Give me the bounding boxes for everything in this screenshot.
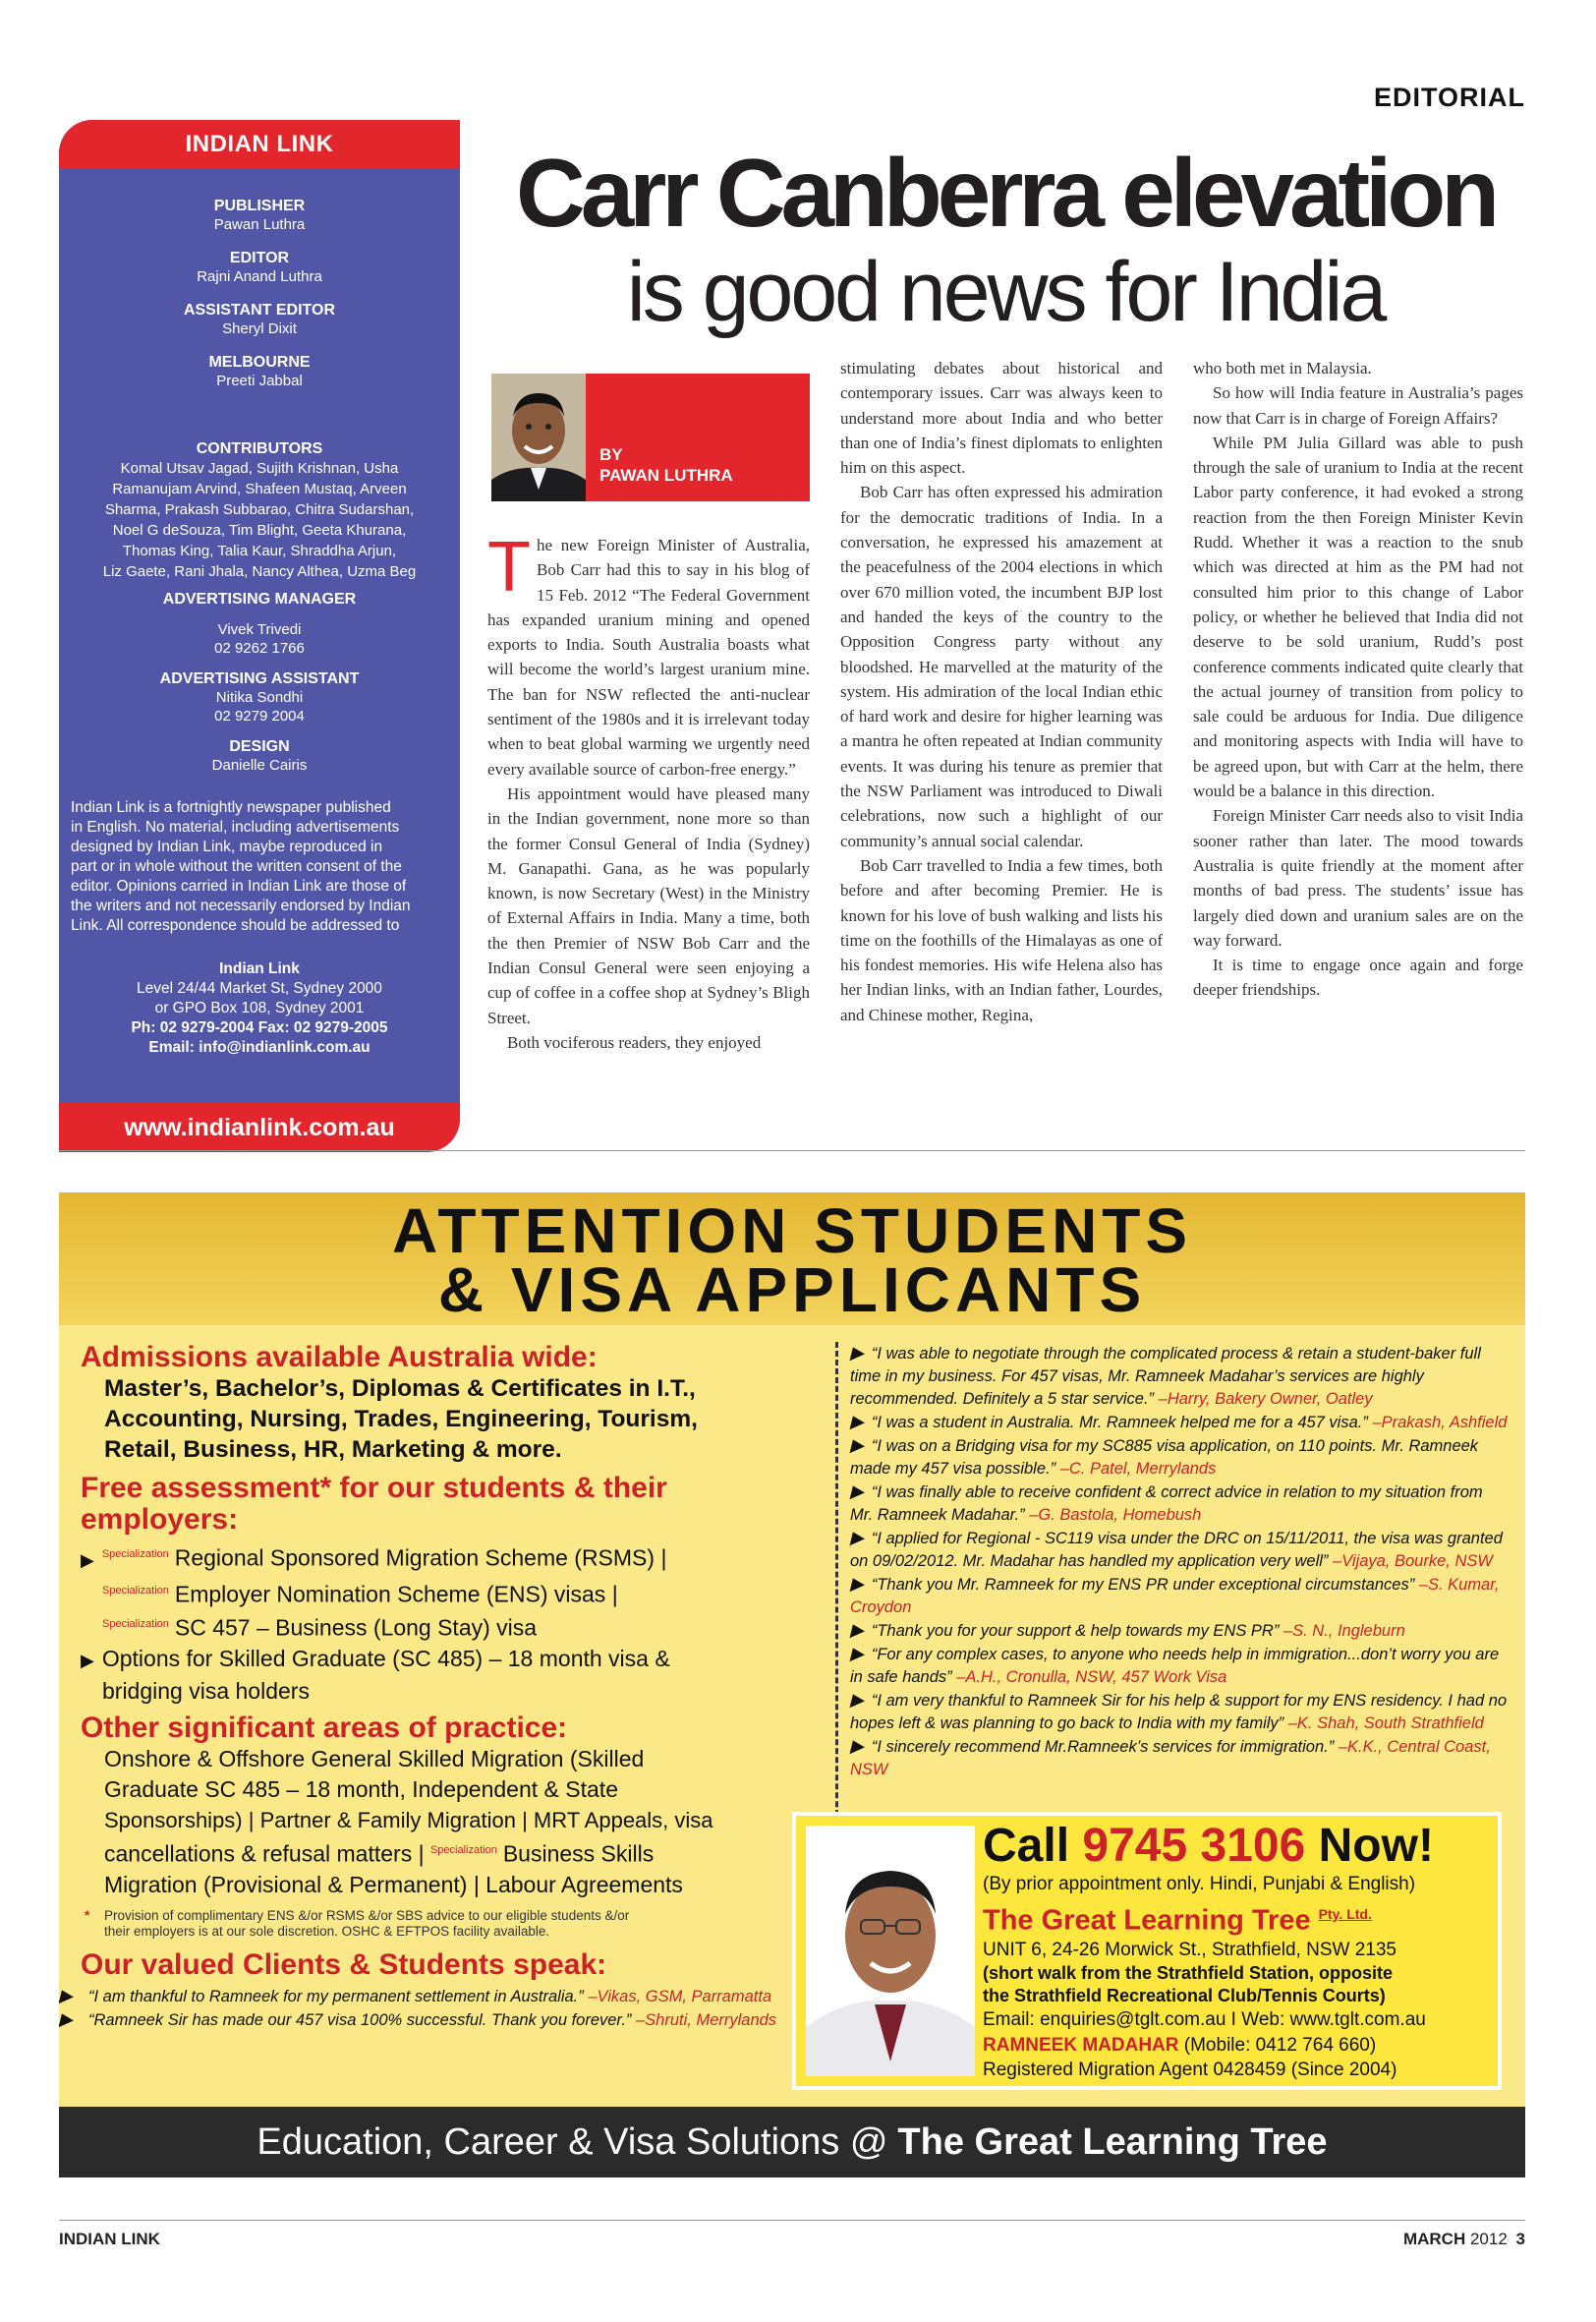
admissions-line: Master’s, Bachelor’s, Diplomas & Certificates in I.T., bbox=[104, 1375, 696, 1402]
testimonial-text: “I was on a Bridging visa for my SC885 visa application, on 110 points. Mr. Ramneek made my 457 visa possible.” bbox=[850, 1437, 1479, 1478]
article-paragraph: It is time to engage once again and forge deeper friendships. bbox=[1193, 956, 1523, 1000]
other-practice-heading: Other significant areas of practice: bbox=[81, 1711, 568, 1744]
note-line: in English. No material, including advertisements bbox=[71, 819, 400, 836]
testimonial-author: –Vijaya, Bourke, NSW bbox=[1333, 1552, 1493, 1570]
quote-author: –Vikas, GSM, Parramatta bbox=[588, 1987, 772, 2005]
testimonial-author: –S. Kumar, Croydon bbox=[850, 1576, 1500, 1616]
migration-advertisement bbox=[59, 1192, 1525, 2177]
consultant-photo bbox=[806, 1826, 975, 2076]
staff-name: Preeti Jabbal bbox=[216, 373, 303, 389]
article-paragraph: So how will India feature in Australia’s pages now that Carr is in charge of Foreign Affairs? bbox=[1193, 383, 1523, 428]
triangle-bullet-icon: ▶ bbox=[81, 1650, 94, 1670]
testimonial bbox=[850, 1619, 1509, 1643]
heading-line: employers: bbox=[81, 1503, 239, 1536]
client-quote: ▶ “Ramneek Sir has made our 457 visa 100% successful. Thank you forever.” –Shruti, Merrylands bbox=[59, 2008, 777, 2029]
testimonial-text: “I was finally able to receive confident & correct advice in relation to my situation from Mr. Ramneek Madahar.” bbox=[850, 1483, 1483, 1524]
testimonial-author: –K.K., Central Coast, NSW bbox=[850, 1738, 1491, 1778]
author-photo bbox=[491, 374, 586, 501]
testimonial-text: “I applied for Regional - SC119 visa under the DRC on 15/11/2011, the visa was granted on 09/02/2012. Mr. Madahar has handled my application very well” bbox=[850, 1530, 1503, 1570]
agent-line bbox=[983, 2033, 1499, 2059]
article-paragraph: Bob Carr travelled to India a few times, both before and after becoming Premier. He is known for his love of bush walking and lists his time on the foothills of the Himalayas as one of his fondest memories. His wife Helena also has her Indian links, with an Indian father, Lourdes, and Chinese mother, Regina, bbox=[840, 855, 1163, 1024]
testimonial-text: “I was a student in Australia. Mr. Ramneek helped me for a 457 visa.” bbox=[871, 1414, 1368, 1431]
staff-role: MELBOURNE bbox=[208, 354, 311, 371]
article-paragraph: Bob Carr has often expressed his admiration for the democratic traditions of India. In a conversation, he expressed his amazement at the peacefulness of the 2004 elections in which over 670 million voted, the incumbent BJP lost and handed the keys of the country to the Opposition Congress party without any bloodshed. He marvelled at the maturity of the system. His admiration of the local Indian ethic of hard work and desire for higher learning was a mantra he often repeated at Indian community events. It was during his tenure as premier that the NSW Parliament was introduced to Diwali celebrations, now such a highlight of our community’s annual social calendar. bbox=[840, 483, 1163, 850]
clients-heading: Our valued Clients & Students speak: bbox=[81, 1947, 607, 1981]
practice-text: Business Skills bbox=[502, 1840, 655, 1867]
note-line: editor. Opinions carried in Indian Link are those of bbox=[71, 878, 407, 895]
scheme-item bbox=[81, 1676, 827, 1707]
heading-line: Free assessment* for our students & their bbox=[81, 1472, 667, 1504]
contributors-line: Komal Utsav Jagad, Sujith Krishnan, Usha bbox=[120, 460, 399, 477]
testimonial bbox=[850, 1434, 1509, 1480]
address-line: Ph: 02 9279-2004 Fax: 02 9279-2005 bbox=[131, 1019, 388, 1036]
address-line: or GPO Box 108, Sydney 2001 bbox=[154, 1000, 365, 1016]
advertising-assistant-phone: 02 9279 2004 bbox=[214, 708, 305, 725]
agent-name: RAMNEEK MADAHAR bbox=[983, 2034, 1179, 2056]
triangle-bullet-icon: ▶ bbox=[850, 1528, 864, 1547]
testimonial-author: –Harry, Bakery Owner, Oatley bbox=[1158, 1390, 1373, 1408]
scheme-text: SC 457 – Business (Long Stay) visa bbox=[174, 1614, 538, 1641]
testimonial bbox=[850, 1342, 1509, 1411]
publication-note bbox=[59, 798, 460, 936]
ad-left-column bbox=[59, 1341, 827, 2032]
triangle-bullet-icon: ▶ bbox=[850, 1574, 864, 1594]
testimonial-text: “For any complex cases, to anyone who needs help in immigration...don’t worry you are in safe hands” bbox=[850, 1646, 1500, 1686]
practice-text: cancellations & refusal matters | bbox=[104, 1840, 425, 1867]
ad-headline-line-2: & VISA APPLICANTS bbox=[437, 1254, 1147, 1325]
agent-registration: Registered Migration Agent 0428459 (Since 2004) bbox=[983, 2059, 1397, 2080]
drop-cap: T bbox=[487, 528, 531, 607]
footer-tagline: Education, Career & Visa Solutions @ bbox=[256, 2120, 888, 2163]
client-quotes bbox=[59, 1985, 827, 2032]
byline-by: BY bbox=[599, 445, 623, 464]
triangle-bullet-icon: ▶ bbox=[850, 1690, 864, 1710]
testimonial-author: –K. Shah, South Strathfield bbox=[1287, 1714, 1484, 1732]
email-link[interactable]: Email: info@indianlink.com.au bbox=[148, 1039, 370, 1056]
practice-line: Sponsorships) | Partner & Family Migration | MRT Appeals, visa bbox=[104, 1807, 713, 1832]
section-divider bbox=[59, 1150, 1525, 1151]
footer-month: MARCH bbox=[1402, 2230, 1466, 2248]
note-line: the writers and not necessarily endorsed by Indian bbox=[71, 898, 411, 914]
masthead-sidebar bbox=[59, 120, 460, 1152]
contributors-line: Thomas King, Talia Kaur, Shraddha Arjun, bbox=[122, 543, 397, 559]
office-address: UNIT 6, 24-26 Morwick St., Strathfield, NSW 2135 bbox=[983, 1939, 1396, 1960]
testimonial-author: –Prakash, Ashfield bbox=[1372, 1414, 1508, 1431]
contributors-line: Ramanujam Arvind, Shafeen Mustaq, Arveen bbox=[112, 481, 407, 497]
staff-name: Pawan Luthra bbox=[213, 216, 306, 233]
staff-name: Sheryl Dixit bbox=[222, 320, 297, 337]
section-label: EDITORIAL bbox=[1373, 83, 1525, 112]
scheme-text: Employer Nomination Scheme (ENS) visas | bbox=[174, 1581, 618, 1607]
headline-line-2: is good news for India bbox=[626, 245, 1385, 339]
email-web-links[interactable]: Email: enquiries@tglt.com.au I Web: www.tglt.com.au bbox=[983, 2008, 1426, 2030]
practice-line: Graduate SC 485 – 18 month, Independent & State bbox=[104, 1775, 618, 1802]
agent-mobile[interactable]: (Mobile: 0412 764 660) bbox=[1183, 2034, 1377, 2056]
triangle-bullet-icon: ▶ bbox=[850, 1435, 864, 1455]
testimonial bbox=[850, 1643, 1509, 1689]
staff-assistant-editor bbox=[59, 301, 460, 338]
ad-headline-band bbox=[59, 1192, 1525, 1325]
article-paragraph: His appointment would have pleased many in the Indian government, none more so than the former Consul General of India (Sydney) M. Ganapathi. Gana, as he was popularly known, is now Secretary (West) in the Ministry of External Affairs in India. Many a time, both the then Premier of NSW Bob Carr and the Indian Consul General were seen enjoying a cup of coffee in a coffee shop at Sydney’s Bligh Street. bbox=[487, 784, 810, 1027]
triangle-bullet-icon: ▶ bbox=[850, 1343, 864, 1363]
specialization-tag: Specialization bbox=[429, 1843, 497, 1856]
testimonial-text: “Thank you Mr. Ramneek for my ENS PR under exceptional circumstances” bbox=[871, 1576, 1415, 1594]
quote-text: “Ramneek Sir has made our 457 visa 100% successful. Thank you forever.” bbox=[88, 2010, 632, 2029]
advertising-manager-name: Vivek Trivedi bbox=[217, 621, 302, 638]
testimonial-author: –S. N., Ingleburn bbox=[1282, 1622, 1405, 1640]
byline bbox=[586, 374, 810, 501]
testimonial bbox=[850, 1573, 1509, 1619]
testimonial-text: “I was able to negotiate through the complicated process & retain a student-baker full time in my business. For 457 visas, Mr. Ramneek Madahar’s services are highly recommended. Definitely a 5 star service.” bbox=[850, 1345, 1481, 1408]
specialization-tag: Specialization bbox=[102, 1618, 169, 1631]
testimonial-author: –A.H., Cronulla, NSW, 457 Work Visa bbox=[956, 1668, 1227, 1686]
footnote-line: Provision of complimentary ENS &/or RSMS &/or SBS advice to our eligible students &/or bbox=[104, 1907, 630, 1923]
practice-line bbox=[104, 1835, 827, 1870]
specialization-tag: Specialization bbox=[102, 1584, 169, 1596]
article-paragraph: who both met in Malaysia. bbox=[1193, 359, 1372, 377]
note-line: designed by Indian Link, maybe reproduced in bbox=[71, 839, 383, 855]
footer-year: 2012 bbox=[1469, 2230, 1508, 2248]
scheme-list bbox=[81, 1539, 827, 1707]
company-name bbox=[983, 1896, 1499, 1939]
testimonial bbox=[850, 1689, 1509, 1735]
testimonial bbox=[850, 1527, 1509, 1573]
sidebar-title: INDIAN LINK bbox=[59, 120, 460, 169]
note-line: Indian Link is a fortnightly newspaper published bbox=[71, 799, 391, 816]
advertising-manager-label: ADVERTISING MANAGER bbox=[162, 591, 357, 608]
staff-role: PUBLISHER bbox=[213, 198, 306, 214]
page-number: 3 bbox=[1515, 2230, 1525, 2248]
admissions-line: Retail, Business, HR, Marketing & more. bbox=[104, 1436, 562, 1463]
testimonial bbox=[850, 1411, 1509, 1434]
byline-author: PAWAN LUTHRA bbox=[599, 466, 733, 485]
appointment-note: (By prior appointment only. Hindi, Punjabi & English) bbox=[983, 1874, 1416, 1894]
ad-footer-banner bbox=[59, 2107, 1525, 2177]
contributors-line: Liz Gaete, Rani Jhala, Nancy Althea, Uzma Beg bbox=[102, 563, 417, 580]
call-line bbox=[983, 1820, 1499, 1873]
footer-date-page bbox=[1297, 2230, 1525, 2249]
contact-details bbox=[983, 1820, 1499, 2082]
triangle-bullet-icon: ▶ bbox=[850, 1644, 864, 1663]
scheme-item bbox=[81, 1609, 827, 1644]
footnote-star: * bbox=[85, 1907, 90, 1923]
address-line: Level 24/44 Market St, Sydney 2000 bbox=[137, 980, 382, 997]
footnote bbox=[81, 1908, 827, 1940]
triangle-bullet-icon: ▶ bbox=[850, 1736, 864, 1756]
testimonial-author: –C. Patel, Merrylands bbox=[1059, 1460, 1217, 1478]
testimonial bbox=[850, 1480, 1509, 1527]
company-text: The Great Learning Tree bbox=[983, 1904, 1311, 1937]
design-label: DESIGN bbox=[229, 738, 290, 755]
other-practice-list bbox=[81, 1744, 827, 1900]
paragraph-text: he new Foreign Minister of Australia, Bob Carr had this to say in his blog of 15 Feb. 2012 “The Federal Government has expanded uranium mining and opened exports to India. South Australia boasts what will become the world’s largest uranium mine. The ban for NSW reflected the anti-nuclear sentiment of the 1980s and it is irrelevant today when to beat global warming we urgently need every available source of carbon-free energy.” bbox=[487, 536, 810, 779]
scheme-text: bridging visa holders bbox=[102, 1677, 310, 1704]
contact-address bbox=[59, 959, 460, 1058]
contributors-label: CONTRIBUTORS bbox=[196, 440, 323, 457]
admissions-list bbox=[81, 1373, 827, 1465]
walk-note: (short walk from the Strathfield Station, opposite bbox=[983, 1962, 1394, 1983]
article-column-2 bbox=[840, 356, 1163, 1027]
triangle-bullet-icon: ▶ bbox=[850, 1620, 864, 1640]
article-paragraph: While PM Julia Gillard was able to push through the sale of uranium to India at the recent Labor party conference, it had evoked a strong reaction from the then Foreign Minister Kevin Rudd. Whether it was a reaction to the snub which was directed at him as the PM had not consulted him prior to this change of Labor policy, or whether he believed that India did not deserve to be sold uranium, Rudd’s post conference comments indicated quite clearly that the actual journey of transition from policy to sale could be arduous for India. Due diligence and monitoring aspects with India will have to be agreed upon, but with Carr at the helm, there would be a balance in this direction. bbox=[1193, 433, 1523, 801]
quote-author: –Shruti, Merrylands bbox=[636, 2010, 777, 2029]
staff-editor bbox=[59, 249, 460, 286]
staff-role: ASSISTANT EDITOR bbox=[183, 302, 336, 319]
advertising-manager-phone: 02 9262 1766 bbox=[214, 640, 305, 657]
practice-line: Migration (Provisional & Permanent) | Labour Agreements bbox=[104, 1871, 683, 1897]
scheme-item bbox=[81, 1539, 827, 1576]
scheme-item bbox=[81, 1576, 827, 1610]
design-name: Danielle Cairis bbox=[211, 757, 308, 774]
article-paragraph bbox=[487, 528, 810, 782]
contributors-line: Noel G deSouza, Tim Blight, Geeta Khurana, bbox=[112, 522, 407, 539]
article-column-3 bbox=[1193, 356, 1523, 1003]
article-column-1 bbox=[487, 528, 810, 1055]
note-line: Link. All correspondence should be addressed to bbox=[71, 917, 400, 934]
testimonial-author: –G. Bastola, Homebush bbox=[1029, 1506, 1202, 1524]
scheme-text: Options for Skilled Graduate (SC 485) – 18 month visa & bbox=[101, 1645, 670, 1671]
contributors-list bbox=[59, 458, 460, 582]
footnote-line: their employers is at our sole discretion. OSHC & EFTPOS facility available. bbox=[104, 1923, 550, 1939]
staff-name: Rajni Anand Luthra bbox=[197, 268, 322, 285]
staff-publisher bbox=[59, 197, 460, 234]
client-quote: ▶ “I am thankful to Ramneek for my permanent settlement in Australia.” –Vikas, GSM, Parramatta bbox=[59, 1985, 772, 2005]
testimonial-text: “Thank you for your support & help towards my ENS PR” bbox=[871, 1622, 1280, 1640]
advertising-assistant-label: ADVERTISING ASSISTANT bbox=[159, 670, 360, 687]
triangle-bullet-icon: ▶ bbox=[850, 1412, 864, 1431]
staff-melbourne bbox=[59, 353, 460, 390]
triangle-bullet-icon: ▶ bbox=[850, 1481, 864, 1501]
footer-brand: The Great Learning Tree bbox=[897, 2120, 1328, 2163]
footer-rule bbox=[59, 2220, 1525, 2221]
testimonial bbox=[850, 1735, 1509, 1781]
ad-headline-line-1: ATTENTION STUDENTS bbox=[391, 1195, 1193, 1266]
article-paragraph: stimulating debates about historical and contemporary issues. Carr was always keen to understand more about India and who better than one of India’s finest diplomats to enlighten him on this aspect. bbox=[840, 359, 1163, 478]
walk-note: the Strathfield Recreational Club/Tennis Courts) bbox=[983, 1985, 1386, 2005]
testimonial-text: “I am very thankful to Ramneek Sir for his help & support for my ENS residency. I had no hopes left & was planning to go back to India with my family” bbox=[850, 1692, 1508, 1732]
contributors-line: Sharma, Prakash Subbarao, Chitra Sudarshan, bbox=[104, 501, 415, 518]
testimonial-text: “I sincerely recommend Mr.Ramneek’s services for immigration.” bbox=[871, 1738, 1335, 1756]
staff-role: EDITOR bbox=[229, 250, 290, 266]
testimonials bbox=[850, 1342, 1509, 1781]
free-assessment-heading bbox=[81, 1473, 827, 1536]
article-paragraph: Foreign Minister Carr needs also to visit India sooner rather than later. The mood towards Australia is quite friendly at the moment after months of bad press. The students’ issue has largely died down and uranium sales are on the way forward. bbox=[1193, 806, 1523, 950]
triangle-bullet-icon: ▶ bbox=[81, 1549, 94, 1570]
footer-publication-name: INDIAN LINK bbox=[59, 2230, 160, 2248]
address-line: Indian Link bbox=[219, 960, 300, 977]
call-prefix: Call bbox=[983, 1820, 1070, 1872]
admissions-heading: Admissions available Australia wide: bbox=[81, 1341, 598, 1373]
phone-number[interactable]: 9745 3106 bbox=[1082, 1820, 1306, 1872]
admissions-line: Accounting, Nursing, Trades, Engineering, Tourism, bbox=[104, 1406, 698, 1432]
website-link[interactable]: www.indianlink.com.au bbox=[59, 1103, 460, 1152]
quote-text: “I am thankful to Ramneek for my permanent settlement in Australia.” bbox=[88, 1987, 584, 2005]
scheme-item bbox=[81, 1644, 827, 1676]
scheme-text: Regional Sponsored Migration Scheme (RSMS) | bbox=[174, 1544, 667, 1571]
article-paragraph: Both vociferous readers, they enjoyed bbox=[507, 1032, 762, 1052]
specialization-tag: Specialization bbox=[101, 1548, 169, 1560]
call-suffix: Now! bbox=[1318, 1820, 1434, 1872]
note-line: part or in whole without the written consent of the bbox=[71, 858, 402, 875]
contact-box bbox=[792, 1812, 1502, 2090]
headline-line-1: Carr Canberra elevation bbox=[515, 139, 1496, 247]
practice-line: Onshore & Offshore General Skilled Migration (Skilled bbox=[104, 1745, 645, 1771]
company-suffix: Pty. Ltd. bbox=[1318, 1906, 1372, 1922]
advertising-assistant-name: Nitika Sondhi bbox=[215, 689, 304, 706]
